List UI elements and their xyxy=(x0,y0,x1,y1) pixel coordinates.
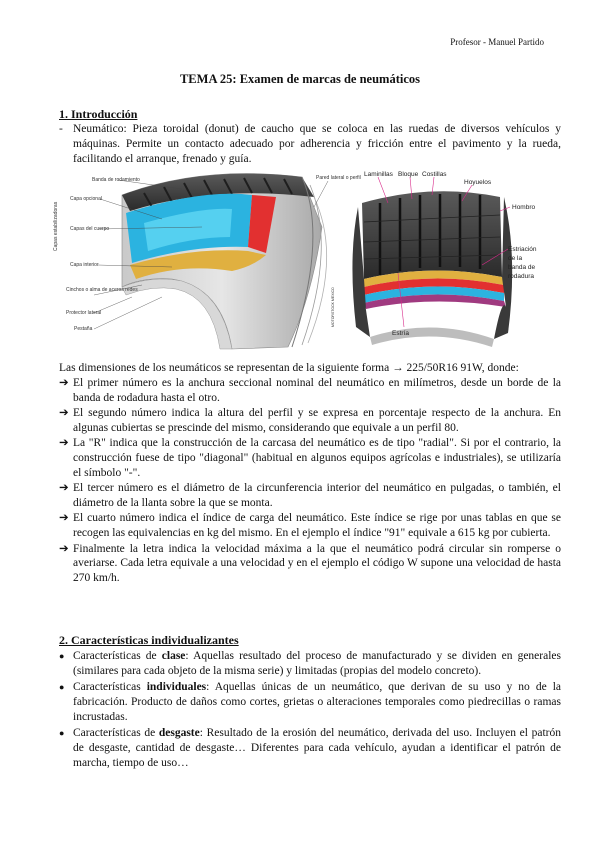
characteristics-list xyxy=(59,649,561,772)
label-capas-cuerpo: Capas del cuerpo xyxy=(70,226,110,232)
arrow-marker: ➔ xyxy=(59,377,69,389)
list-item xyxy=(59,376,561,405)
bullet-marker: ● xyxy=(59,728,65,738)
label-banda-rodamiento: Banda de rodamiento xyxy=(92,177,140,183)
label-hombro: Hombro xyxy=(512,204,536,211)
list-item xyxy=(59,481,561,510)
image-credit: MOTORSTOCK MEXICO xyxy=(331,287,335,327)
label-estriacion-3: banda de xyxy=(508,264,536,271)
label-bloque: Bloque xyxy=(398,171,419,178)
author-header: Profesor - Manuel Partido xyxy=(450,37,544,47)
arrow-marker: ➔ xyxy=(59,482,69,495)
page-title: TEMA 25: Examen de marcas de neumáticos xyxy=(179,72,421,86)
list-item-text: El tercer número es el diámetro de la circunferencia interior del neumático en pulgadas, o también, el diámetro de la llanta sobre la que se monta. xyxy=(73,482,561,509)
list-item-text: El segundo número indica la altura del perfil y se expresa en porcentaje respecto de la anchura. En algunas cubiertas se prescinde del mismo, considerando que equivale a un perfil 80. xyxy=(73,407,561,434)
list-item: ● Características de clase: Aquellas resultado del proceso de manufacturado y se dividen en generales (similares para cada objeto de la misma serie) y limitadas (propias del modelo concreto). xyxy=(59,650,561,677)
tire-tread-image xyxy=(352,171,536,347)
list-item-text: La "R" indica que la construcción de la carcasa del neumático es de tipo "radial". Si por el contrario, la construcción fuese de tipo "diagonal" (habitual en algunos equipos agrícolas e industriales), se utilizaría el símbolo "-". xyxy=(73,437,561,479)
label-estriacion-2: de la xyxy=(508,255,523,262)
dimensions-list xyxy=(59,376,561,586)
bullet-marker: ● xyxy=(59,651,65,661)
bullet-marker: ● xyxy=(59,682,65,692)
list-item xyxy=(59,436,561,480)
term-individuales: individuales xyxy=(146,681,207,693)
section-1-heading: 1. Introducción xyxy=(59,107,138,121)
list-item: ● Características de desgaste: Resultado de la erosión del neumático, derivada del uso. Incluyen el patrón de desgaste, cantidad de desgaste… Diferentes para cada vehículo, ayudan a identificar el patrón de marcha, tiempo de uso… xyxy=(59,727,562,769)
label-pared-lateral: Pared lateral o perfil xyxy=(316,175,361,181)
arrow-marker: ➔ xyxy=(59,437,69,450)
tire-figures xyxy=(52,167,552,352)
label-estria: Estría xyxy=(392,330,409,337)
arrow-marker: ➔ xyxy=(59,512,69,525)
dimensions-intro: Las dimensiones de los neumáticos se representan de la siguiente forma → 225/50R16 91W, donde: xyxy=(59,362,519,374)
term-desgaste: desgaste xyxy=(158,727,200,739)
label-costillas: Costillas xyxy=(422,171,447,178)
label-laminillas: Laminillas xyxy=(364,171,393,178)
label-pestana: Pestaña xyxy=(74,326,93,332)
label-estriacion-1: Estriación xyxy=(508,246,537,253)
label-capa-interior: Capa interior xyxy=(70,262,99,268)
list-item xyxy=(59,511,561,540)
term-clase: clase xyxy=(161,650,186,662)
label-hoyuelos: Hoyuelos xyxy=(464,179,492,186)
tire-cross-section-image xyxy=(52,167,361,352)
label-cinchos: Cinchos o alma de aceros redes xyxy=(66,287,138,293)
label-capas-estabilizadoras: Capas estabilizadoras xyxy=(53,201,59,251)
dash-marker: - xyxy=(59,123,63,135)
intro-item xyxy=(59,122,561,167)
label-capa-opcional: Capa opcional xyxy=(70,196,102,202)
list-item xyxy=(59,406,561,435)
list-item: ● Características individuales: Aquellas únicas de un neumático, que derivan de su uso y no de la fabricación. Producto de daños como cortes, grietas o alteraciones temporales como piedrecillas o ramas incrustadas. xyxy=(59,681,561,723)
arrow-marker: ➔ xyxy=(59,542,69,555)
label-estriacion-4: rodadura xyxy=(508,273,535,280)
section-2-heading: 2. Características individualizantes xyxy=(59,633,239,647)
arrow-marker: ➔ xyxy=(59,407,69,420)
intro-text: Neumático: Pieza toroidal (donut) de caucho que se coloca en las ruedas de diversos vehículos y máquinas. Permite un contacto adecuado por adherencia y fricción entre el pavimento y la rueda, facilitando el arranque, frenado y guía. xyxy=(73,123,561,165)
list-item-text: Finalmente la letra indica la velocidad máxima a la que el neumático podrá circular sin romperse o averiarse. Cada letra equivale a una velocidad y en el ejemplo el código W supone una velocidad de hasta 270 km/h. xyxy=(73,542,561,584)
label-protector-lateral: Protector lateral xyxy=(66,310,102,316)
list-item xyxy=(59,542,561,586)
list-item-text: El primer número es la anchura seccional nominal del neumático en milímetros, desde un borde de la banda de rodadura hasta el otro. xyxy=(73,377,561,404)
list-item-text: El cuarto número indica el índice de carga del neumático. Este índice se rige por unas tablas en que se recogen las equivalencias en kg del mismo. En el ejemplo el índice "91" equivale a 615 kg por cubierta. xyxy=(73,512,561,539)
